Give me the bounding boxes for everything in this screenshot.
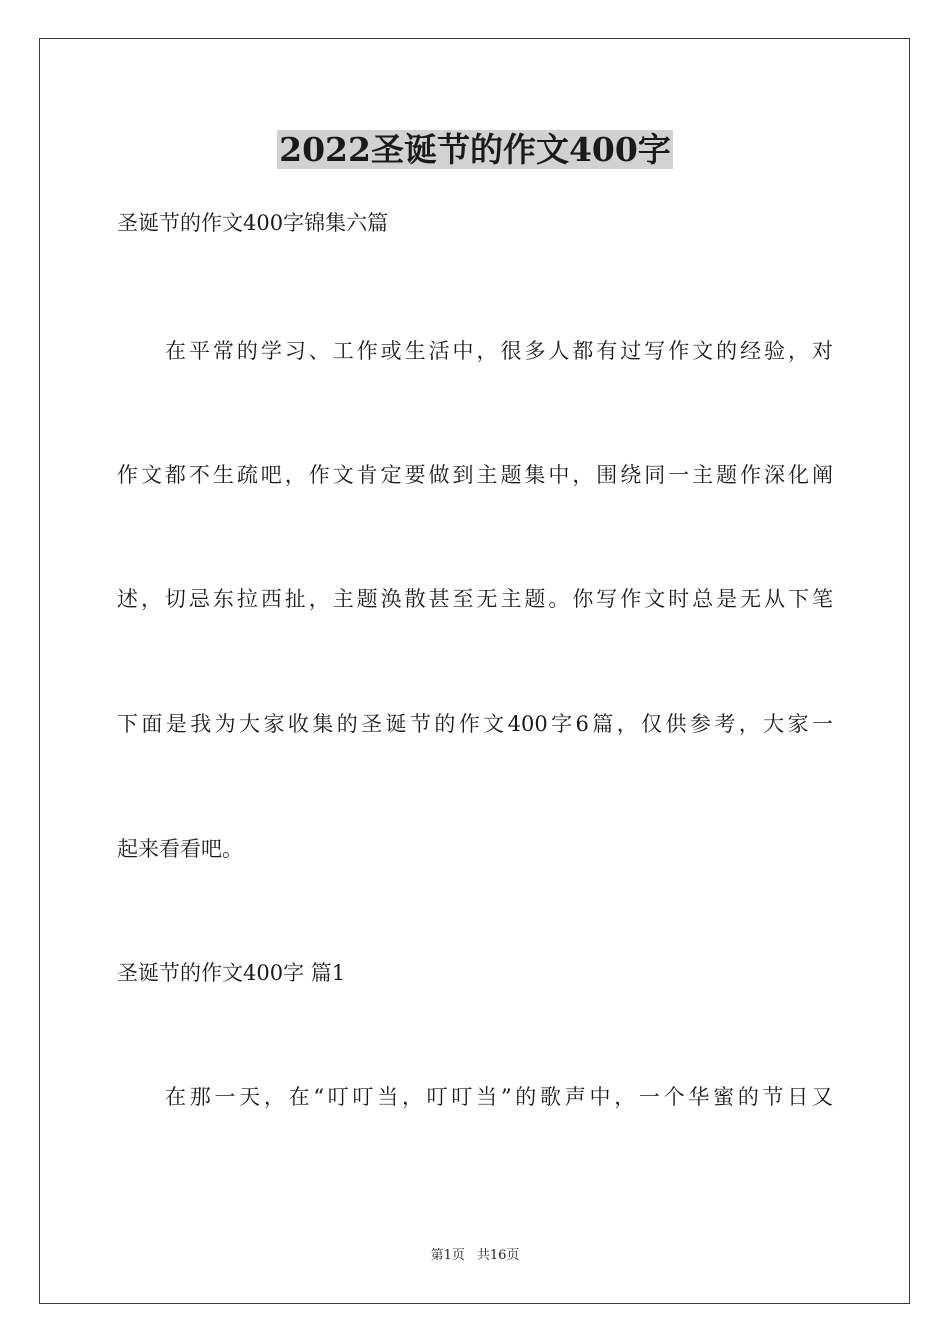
page-number-total: 共16页 [476,1248,520,1263]
paragraph-line: 在平常的学习、工作或生活中，很多人都有过写作文的经验，对 [165,339,833,363]
document-title [0,128,950,172]
paragraph-line: 下面是我为大家收集的圣诞节的作文400字6篇，仅供参考，大家一 [117,712,833,736]
page-number-current: 第1页 [430,1248,465,1263]
subtitle-line: 圣诞节的作文400字锦集六篇 [117,211,389,235]
document-title-text: 2022圣诞节的作文400字 [279,130,671,169]
paragraph-line: 在那一天，在“叮叮当，叮叮当”的歌声中，一个华蜜的节日又 [165,1085,833,1109]
page-footer [0,1247,950,1265]
paragraph-line: 起来看看吧。 [117,837,243,861]
paragraph-line: 述，切忌东拉西扯，主题涣散甚至无主题。你写作文时总是无从下笔 [117,587,833,611]
section-heading: 圣诞节的作文400字 篇1 [117,961,346,985]
paragraph-line: 作文都不生疏吧，作文肯定要做到主题集中，围绕同一主题作深化阐 [117,463,833,487]
